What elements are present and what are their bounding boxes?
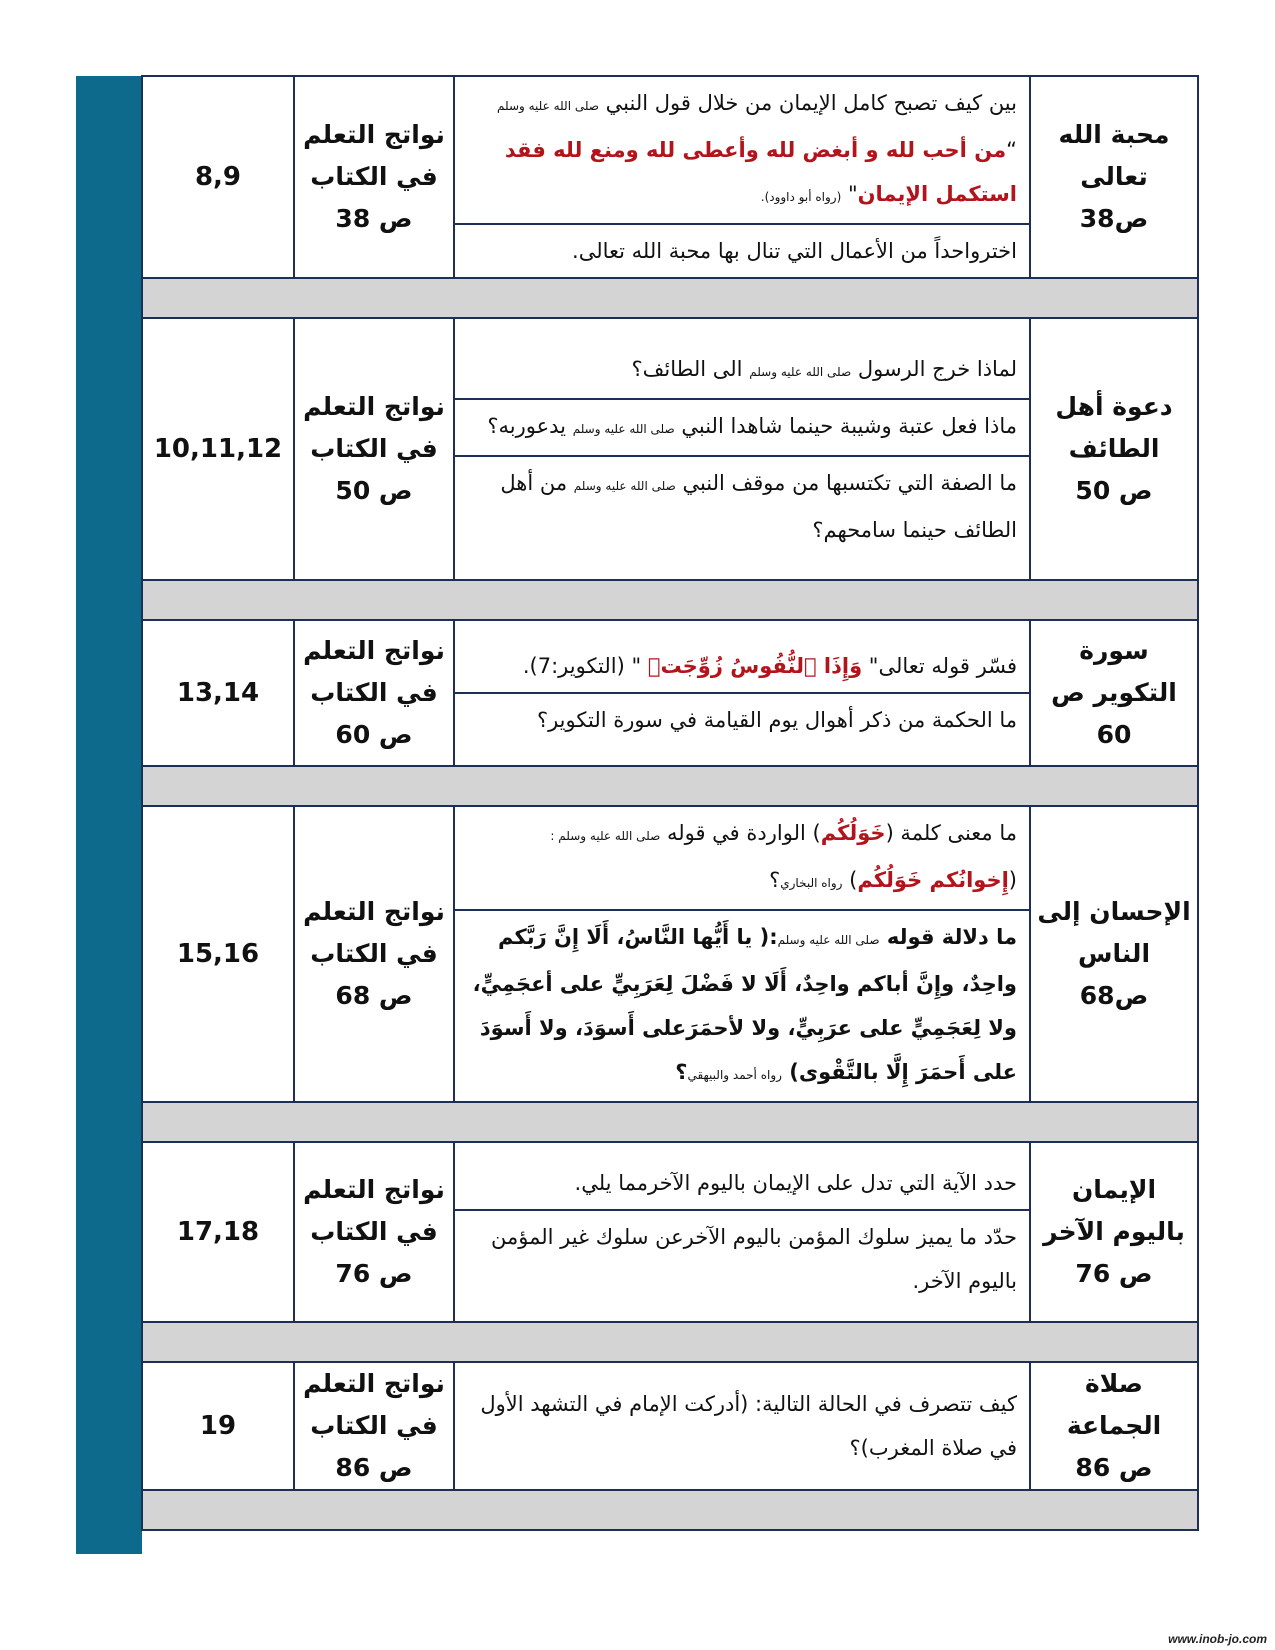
question-part: " <box>841 182 858 206</box>
question-text <box>455 1209 1029 1307</box>
question-text <box>455 640 1029 692</box>
separator-cell <box>142 766 1198 806</box>
separator-cell <box>142 1102 1198 1142</box>
lesson-topic-line: محبة الله <box>1058 120 1170 149</box>
question-text <box>455 807 1029 909</box>
citation-text: صلى الله عليه وسلم <box>749 364 852 379</box>
learning-outcome-line: في الكتاب <box>310 434 438 463</box>
learning-outcome-line: ص 60 <box>335 720 413 749</box>
questions-cell <box>454 76 1030 278</box>
separator-row <box>142 1102 1198 1142</box>
question-text <box>455 77 1029 223</box>
citation-text: صلى الله عليه وسلم <box>497 99 599 113</box>
citation-text: صلى الله عليه وسلم : <box>550 829 661 843</box>
question-part: ما معنى كلمة ( <box>885 821 1017 845</box>
question-part: بين كيف تصبح كامل الإيمان من خلال قول النبي <box>599 91 1017 115</box>
lesson-topic <box>1030 620 1198 766</box>
lesson-topic-line: الناس <box>1077 939 1151 968</box>
citation-text: صلى الله عليه وسلم <box>777 933 880 947</box>
footer-url: www.inob-jo.com <box>1168 1632 1267 1646</box>
page-numbers: 15,16 <box>142 806 294 1102</box>
learning-outcome-line: في الكتاب <box>310 1217 438 1246</box>
lesson-topic-line: ص68 <box>1079 981 1149 1010</box>
lesson-topic-line: سورة <box>1079 636 1149 665</box>
question-part: ماذا فعل عتبة وشيبة حينما شاهدا النبي <box>674 413 1017 438</box>
learning-outcome-line: ص 76 <box>335 1259 413 1288</box>
question-text <box>455 692 1029 746</box>
question-part: حدّد ما يميز سلوك المؤمن باليوم الآخرعن سلوك غير المؤمن باليوم الآخر. <box>491 1225 1017 1293</box>
question-text <box>455 1157 1029 1209</box>
separator-cell <box>142 580 1198 620</box>
question-text <box>455 1378 1029 1474</box>
lesson-topic-line: الإيمان <box>1071 1175 1157 1204</box>
question-text <box>455 909 1029 1101</box>
learning-outcome-line: ص 68 <box>335 981 413 1010</box>
learning-outcome-line: نواتج التعلم <box>303 1369 445 1398</box>
separator-row <box>142 278 1198 318</box>
lesson-topic-line: باليوم الآخر <box>1043 1217 1185 1246</box>
citation-text: رواه البخاري <box>780 876 843 890</box>
separator-row <box>142 1490 1198 1530</box>
learning-outcome <box>294 318 454 580</box>
separator-row <box>142 1322 1198 1362</box>
lesson-topic-line: دعوة أهل <box>1055 392 1173 421</box>
learning-outcome <box>294 1142 454 1322</box>
question-part: ( <box>1008 868 1017 892</box>
separator-cell <box>142 1322 1198 1362</box>
question-part: ما الصفة التي تكتسبها من موقف النبي <box>675 470 1017 495</box>
question-text <box>455 223 1029 277</box>
table-row <box>142 806 1198 1102</box>
question-text <box>455 455 1029 556</box>
learning-outcome-line: ص 86 <box>335 1453 413 1482</box>
learning-outcome-line: نواتج التعلم <box>303 392 445 421</box>
question-part: “ <box>1006 138 1017 162</box>
lesson-topic-line: 60 <box>1096 720 1132 749</box>
question-part: حدد الآية التي تدل على الإيمان باليوم الآخرمما يلي. <box>574 1171 1017 1195</box>
question-part: كيف تتصرف في الحالة التالية: (أدركت الإمام في التشهد الأول في صلاة المغرب)؟ <box>480 1392 1017 1460</box>
quote-text: إِخوانُكم خَوَلُكُم <box>857 868 1009 892</box>
lesson-topic-line: الطائف <box>1068 434 1160 463</box>
question-part: فسّر قوله تعالى" <box>862 654 1017 678</box>
learning-outcome-line: ص 38 <box>335 204 413 233</box>
question-part: ) <box>842 868 858 892</box>
lesson-topic-line: الجماعة <box>1066 1411 1162 1440</box>
learning-outcome-line: في الكتاب <box>310 1411 438 1440</box>
page-numbers: 19 <box>142 1362 294 1490</box>
questions-cell <box>454 1362 1030 1490</box>
lesson-topic-line: الإحسان إلى <box>1037 897 1191 926</box>
question-part: ؟ <box>769 868 781 892</box>
question-text <box>455 398 1029 455</box>
separator-row <box>142 766 1198 806</box>
question-part: من أهل الطائف حينما سامحهم؟ <box>500 470 1017 542</box>
learning-outcome <box>294 76 454 278</box>
page-numbers: 13,14 <box>142 620 294 766</box>
quote-text: وَإِذَا ٱلنُّفُوسُ زُوِّجَتۡ <box>647 654 863 678</box>
lesson-topic <box>1030 76 1198 278</box>
lesson-topic-line: ص 50 <box>1075 476 1153 505</box>
questions-cell <box>454 318 1030 580</box>
question-part: يدعوربه؟ <box>487 413 573 438</box>
lesson-topic <box>1030 1362 1198 1490</box>
citation-text: صلى الله عليه وسلم <box>573 478 676 493</box>
separator-cell <box>142 1490 1198 1530</box>
learning-outcome <box>294 806 454 1102</box>
page-numbers: 17,18 <box>142 1142 294 1322</box>
citation-text: صلى الله عليه وسلم <box>572 421 675 436</box>
page-numbers: 10,11,12 <box>142 318 294 580</box>
learning-outcome-line: ص 50 <box>335 476 413 505</box>
sidebar-bar <box>76 76 142 1554</box>
question-part: " (التكوير:7). <box>522 654 648 678</box>
question-text <box>455 343 1029 398</box>
table-row <box>142 1362 1198 1490</box>
learning-outcome-line: نواتج التعلم <box>303 897 445 926</box>
questions-cell <box>454 1142 1030 1322</box>
citation-text: رواه أحمد والبيهقي <box>687 1068 782 1082</box>
quote-text: خَوَلُكُم <box>820 821 886 845</box>
lesson-topic <box>1030 1142 1198 1322</box>
lesson-topic-line: صلاة <box>1085 1369 1143 1398</box>
lesson-topic-line: ص 86 <box>1075 1453 1153 1482</box>
questions-table <box>141 75 1199 1531</box>
questions-cell <box>454 620 1030 766</box>
learning-outcome <box>294 1362 454 1490</box>
lesson-topic <box>1030 318 1198 580</box>
question-part: لماذا خرج الرسول <box>851 356 1017 381</box>
lesson-topic-line: ص38 <box>1079 204 1149 233</box>
question-part: ما دلالة قوله <box>879 925 1017 949</box>
lesson-topic-line: التكوير ص <box>1051 678 1177 707</box>
separator-row <box>142 580 1198 620</box>
lesson-topic-line: تعالى <box>1080 162 1148 191</box>
question-part: ما الحكمة من ذكر أهوال يوم القيامة في سورة التكوير؟ <box>536 708 1017 732</box>
learning-outcome-line: في الكتاب <box>310 162 438 191</box>
question-part: ) الواردة في قوله <box>660 821 821 845</box>
lesson-topic <box>1030 806 1198 1102</box>
table-row <box>142 318 1198 580</box>
question-part: :( يا أَيُّها النَّاسُ، أَلَا إِنَّ رَبَّكم واحِدٌ، وإِنَّ أباكم واحِدٌ، أَلَا لا فَضْلَ لِعَرَبِيٍّ على أعجَمِيٍّ، ولا لِعَجَمِيٍّ على عرَبِيٍّ، ولا لأحمَرَعلى أَسوَدَ، ولا أَسوَدَ على أَحمَرَ إِلَّا بالتَّقْوى) <box>472 925 1017 1084</box>
learning-outcome-line: في الكتاب <box>310 678 438 707</box>
question-part: اخترواحداً من الأعمال التي تنال بها محبة الله تعالى. <box>572 239 1017 263</box>
lesson-topic-line: ص 76 <box>1075 1259 1153 1288</box>
table-row <box>142 620 1198 766</box>
table-row <box>142 76 1198 278</box>
page-numbers: 8,9 <box>142 76 294 278</box>
table-row <box>142 1142 1198 1322</box>
separator-cell <box>142 278 1198 318</box>
learning-outcome-line: نواتج التعلم <box>303 636 445 665</box>
citation-text: (رواه أبو داوود). <box>760 190 842 204</box>
learning-outcome-line: في الكتاب <box>310 939 438 968</box>
learning-outcome-line: نواتج التعلم <box>303 120 445 149</box>
learning-outcome-line: نواتج التعلم <box>303 1175 445 1204</box>
questions-cell <box>454 806 1030 1102</box>
question-part: ؟ <box>675 1060 688 1084</box>
question-part: الى الطائف؟ <box>631 356 750 381</box>
quote-text: من أحب لله و أبغض لله وأعطى لله ومنع لله فقد استكمل الإيمان <box>504 138 1017 206</box>
learning-outcome <box>294 620 454 766</box>
